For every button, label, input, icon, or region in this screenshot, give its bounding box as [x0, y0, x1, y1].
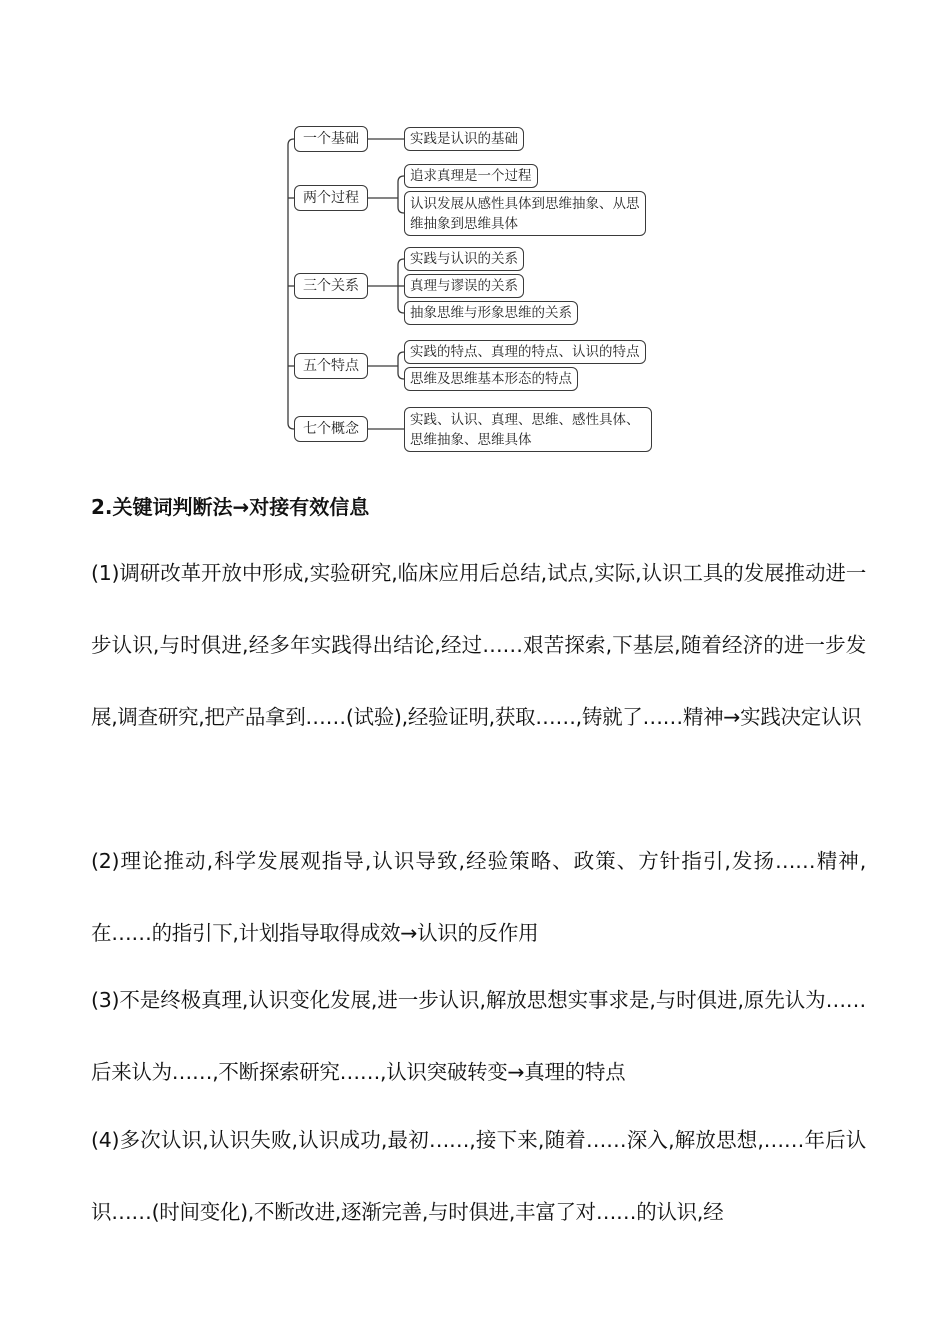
leaf-feature-2: 思维及思维基本形态的特点 [404, 367, 578, 391]
category-foundation: 一个基础 [294, 126, 368, 152]
leaf-process-2: 认识发展从感性具体到思维抽象、从思维抽象到思维具体 [404, 191, 646, 236]
leaf-foundation-1: 实践是认识的基础 [404, 127, 524, 151]
leaf-relation-2: 真理与谬误的关系 [404, 274, 524, 298]
category-relations: 三个关系 [294, 273, 368, 299]
leaf-feature-1: 实践的特点、真理的特点、认识的特点 [404, 340, 646, 364]
paragraph-2: (2)理论推动,科学发展观指导,认识导致,经验策略、政策、方针指引,发扬……精神,在……的指引下,计划指导取得成效→认识的反作用 [91, 849, 866, 945]
category-features: 五个特点 [294, 353, 368, 379]
leaf-relation-3: 抽象思维与形象思维的关系 [404, 301, 578, 325]
category-concepts: 七个概念 [294, 416, 368, 442]
leaf-process-1: 追求真理是一个过程 [404, 164, 538, 188]
leaf-concept-1: 实践、认识、真理、思维、感性具体、思维抽象、思维具体 [404, 407, 652, 452]
leaf-relation-1: 实践与认识的关系 [404, 247, 524, 271]
section-heading: 2.关键词判断法→对接有效信息 [91, 495, 370, 519]
paragraph-1: (1)调研改革开放中形成,实验研究,临床应用后总结,试点,实际,认识工具的发展推动进一步认识,与时俱进,经多年实践得出结论,经过……艰苦探索,下基层,随着经济的进一步发展,调查研究,把产品拿到……(试验),经验证明,获取……,铸就了……精神→实践决定认识 [91, 561, 866, 729]
mind-map [0, 0, 950, 470]
category-processes: 两个过程 [294, 185, 368, 211]
paragraph-4: (4)多次认识,认识失败,认识成功,最初……,接下来,随着……深入,解放思想,……年后认识……(时间变化),不断改进,逐渐完善,与时俱进,丰富了对……的认识,经 [91, 1128, 866, 1224]
paragraph-3: (3)不是终极真理,认识变化发展,进一步认识,解放思想实事求是,与时俱进,原先认为……后来认为……,不断探索研究……,认识突破转变→真理的特点 [91, 988, 866, 1084]
